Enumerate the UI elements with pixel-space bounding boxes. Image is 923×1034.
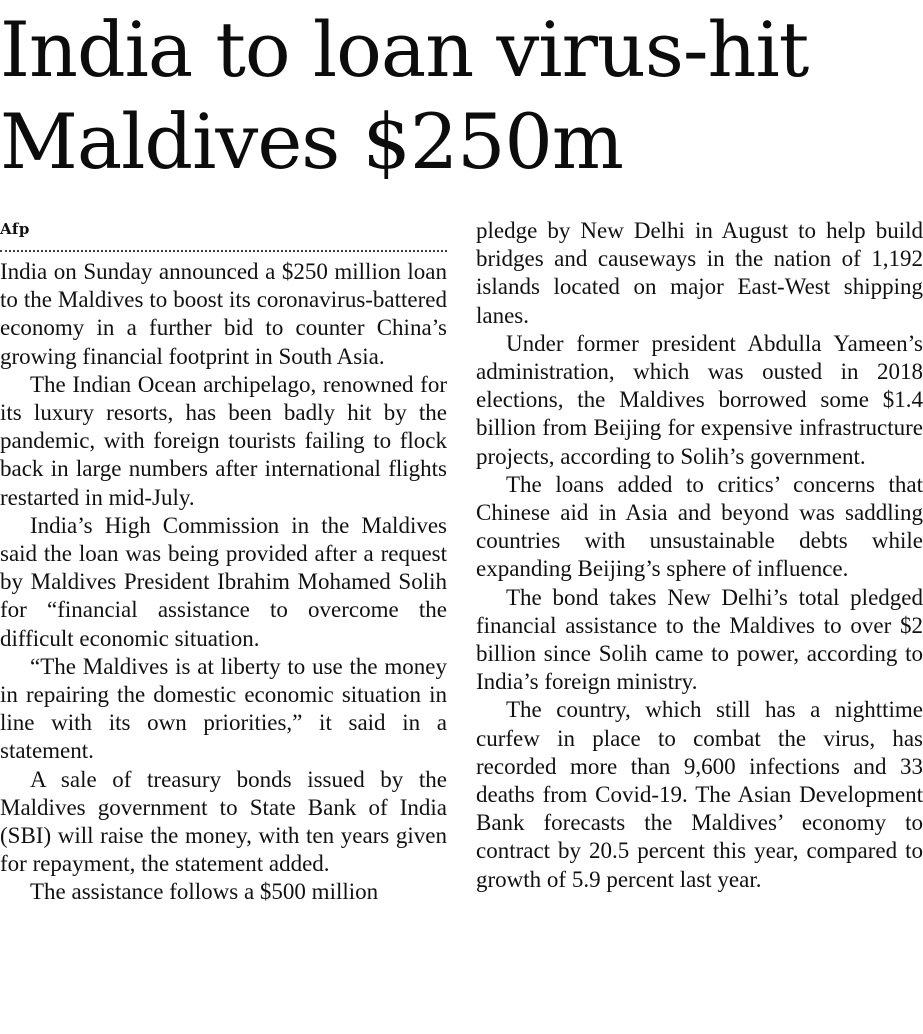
paragraph-6: The assistance follows a $500 million [30, 879, 379, 905]
paragraph-9: The bond takes New Delhi’s total pledged financial assistance to the Maldives to over $2 billion since Solih came to power, according to India’s foreign ministry. [476, 584, 923, 695]
headline [0, 4, 923, 188]
byline: Afp [0, 216, 447, 252]
paragraph-6-continued: pledge by New Delhi in August to help build bridges and causeways in the nation of 1,192 islands located on major East-West shipping lanes. [476, 218, 923, 328]
paragraph-2: The Indian Ocean archipelago, renowned for its luxury resorts, has been badly hit by the pandemic, with foreign tourists failing to flock back in large numbers after international flights restarted in mid-July. [0, 371, 447, 510]
paragraph-7: Under former president Abdulla Yameen’s administration, which was ousted in 2018 elections, the Maldives borrowed some $1.4 billion from Beijing for expensive infrastructure projects, according to Solih’s government. [476, 330, 923, 469]
headline-line-1: India to loan virus-hit [0, 5, 809, 94]
paragraph-3: India’s High Commission in the Maldives said the loan was being provided after a request by Maldives President Ibrahim Mohamed Solih for “financial assistance to overcome the difficult economic situation. [0, 512, 447, 651]
paragraph-1: India on Sunday announced a $250 million loan to the Maldives to boost its coronavirus-battered economy in a further bid to counter China’s growing financial footprint in South Asia. [0, 259, 447, 369]
paragraph-8: The loans added to critics’ concerns that Chinese aid in Asia and beyond was saddling countries with unsustainable debts while expanding Beijing’s sphere of influence. [476, 471, 923, 582]
headline-line-2: Maldives $250m [0, 97, 623, 186]
paragraph-4: “The Maldives is at liberty to use the money in repairing the domestic economic situation in line with its own priorities,” it said in a statement. [0, 653, 447, 764]
paragraph-10: The country, which still has a nighttime curfew in place to combat the virus, has recorded more than 9,600 infections and 33 deaths from Covid-19. The Asian Development Bank forecasts the Maldives’ economy to contract by 20.5 percent this year, compared to growth of 5.9 percent last year. [476, 697, 923, 892]
article-column-right [476, 217, 923, 894]
article-column-left [0, 216, 447, 907]
paragraph-5: A sale of treasury bonds issued by the Maldives government to State Bank of India (SBI) will raise the money, with ten years given for repayment, the statement added. [0, 766, 447, 877]
